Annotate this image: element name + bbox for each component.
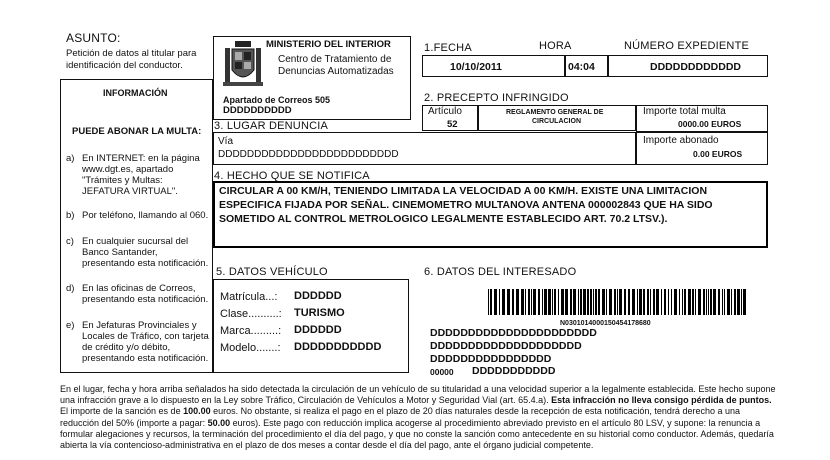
footer-p2c: euros). Este pago con reducción implica acogerse al procedimiento abreviado previsto en el artículo 80 LSV, y supone: la renuncia a formular alegaciones y recursos, la terminación del procedimiento el día del pago, y que no conste la sanción como antecedente en su historial como conductor. Además, quedaría abierta la vía contencioso-administrativa en el plazo de dos meses a contar desde el día del pago, ante el órgano judicial competente. — [60, 417, 774, 451]
fecha-value: 10/10/2011 — [450, 61, 502, 73]
hora-label: HORA — [539, 40, 572, 52]
option-key: a) — [66, 153, 75, 164]
barcode-text: N0301014000150454178680 — [560, 320, 651, 327]
hecho-label: 4. HECHO QUE SE NOTIFICA — [214, 170, 370, 182]
footer-p1-bold: Esta infracción no lleva consigo pérdida de puntos. — [551, 395, 772, 406]
option-text: En cualquier sucursal del Banco Santander, presentando esta notificación. — [82, 236, 209, 269]
option-text: En Jefaturas Provinciales y Locales de Tráfico, con tarjeta de crédito y/o débito, presentando esta notificación. — [82, 320, 209, 364]
puede-abonar-title: PUEDE ABONAR LA MULTA: — [72, 126, 202, 137]
marca-label: Marca.........: — [220, 325, 282, 337]
option-text: En las oficinas de Correos, presentando esta notificación. — [82, 283, 209, 305]
reglamento-line2: CIRCULACION — [532, 118, 581, 125]
option-key: e) — [66, 320, 75, 331]
interesado-line1: DDDDDDDDDDDDDDDDDDDDDD — [430, 327, 597, 339]
footer-pay: 50.00 — [207, 417, 231, 428]
asunto-title: ASUNTO: — [66, 31, 121, 45]
modelo-label: Modelo.......: — [220, 342, 281, 354]
coat-of-arms-icon — [223, 40, 263, 88]
lugar-label: 3. LUGAR DENUNCIA — [214, 120, 329, 132]
clase-value: TURISMO — [294, 307, 345, 319]
asunto-text: Petición de datos al titular para identificación del conductor. — [66, 48, 197, 71]
hecho-line3: SOMETIDO AL CONTROL METROLOGICO LEGALMENTE ESTABLECIDO ART. 70.2 LTSV.). — [219, 213, 668, 225]
interesado-label: 6. DATOS DEL INTERESADO — [424, 266, 577, 278]
expediente-value: DDDDDDDDDDDD — [650, 61, 741, 73]
reglamento-line1: REGLAMENTO GENERAL DE — [506, 109, 604, 116]
interesado-line2: DDDDDDDDDDDDDDDDDDDD — [430, 340, 582, 352]
marca-value: DDDDDD — [294, 324, 342, 336]
informacion-title: INFORMACIÓN — [103, 88, 168, 98]
articulo-value: 52 — [447, 119, 458, 130]
fecha-label: 1.FECHA — [424, 42, 472, 54]
centro-line1: Centro de Tratamiento de — [278, 54, 392, 65]
apartado-code: DDDDDDDDDD — [223, 105, 292, 116]
articulo-label: Artículo — [428, 106, 462, 117]
fecha-divider — [564, 55, 566, 77]
footer-amount: 100.00 — [183, 406, 211, 417]
hecho-line1: CIRCULAR A 00 KM/H, TENIENDO LIMITADA LA VELOCIDAD A 00 KM/H. EXISTE UNA LIMITACION — [219, 185, 708, 197]
centro-line2: Denuncias Automatizadas — [278, 66, 394, 77]
barcode-icon — [488, 289, 748, 315]
footer-text — [60, 384, 776, 451]
precepto-label: 2. PRECEPTO INFRINGIDO — [424, 92, 569, 104]
articulo-divider — [477, 105, 479, 131]
via-label: Vía — [218, 136, 234, 147]
footer-p2b: euros. No obstante, si realiza el pago en el plazo de 20 días naturales desde la recepción de esta notificación, tendrá derecho a una reducción del 50% (importe a pagar: — [60, 406, 740, 428]
apartado-correos: Apartado de Correos 505 — [223, 95, 331, 105]
ministerio-title: MINISTERIO DEL INTERIOR — [266, 39, 391, 50]
importe-divider — [636, 131, 768, 133]
hora-value: 04:04 — [568, 61, 595, 73]
importe-abonado-label: Importe abonado — [643, 135, 719, 146]
interesado-city: DDDDDDDDDDD — [472, 365, 556, 377]
clase-label: Clase..........: — [220, 308, 282, 320]
interesado-line3: DDDDDDDDDDDDDDDD — [430, 353, 552, 365]
modelo-value: DDDDDDDDDDD — [294, 341, 382, 353]
footer-p1: En el lugar, fecha y hora arriba señalados ha sido detectada la circulación de un vehículo de su titularidad a una velocidad superior a la legalmente establecida. Este hecho supone una infracción grave a lo dispuesto en la Ley sobre Tráfico, Circulación de Vehículos a Motor y Seguridad Vial (art. 65.4.a). — [60, 384, 776, 406]
matricula-value: DDDDDD — [294, 290, 342, 302]
option-key: d) — [66, 283, 75, 294]
expediente-label: NÚMERO EXPEDIENTE — [624, 40, 750, 52]
vehiculo-label: 5. DATOS VEHÍCULO — [216, 266, 328, 278]
importe-total-value: 0000.00 EUROS — [678, 119, 742, 129]
via-value: DDDDDDDDDDDDDDDDDDDDDDDDD — [218, 149, 399, 160]
interesado-cp: 00000 — [430, 367, 454, 377]
matricula-label: Matrícula...: — [220, 291, 278, 303]
option-text: Por teléfono, llamando al 060. — [82, 210, 209, 221]
option-text: En INTERNET: en la página www.dgt.es, apartado "Trámites y Multas: JEFATURA VIRTUAL". — [82, 153, 200, 197]
hecho-line2: ESPECIFICA FIJADA POR SEÑAL. CINEMOMETRO MULTANOVA ANTENA 000002843 QUE HA SIDO — [219, 199, 713, 211]
option-key: b) — [66, 210, 75, 221]
option-key: c) — [66, 236, 74, 247]
footer-p2a: El importe de la sanción es de — [60, 406, 181, 417]
hora-divider — [607, 55, 609, 77]
importe-abonado-value: 0.00 EUROS — [693, 149, 743, 159]
importe-total-label: Importe total multa — [643, 106, 726, 117]
